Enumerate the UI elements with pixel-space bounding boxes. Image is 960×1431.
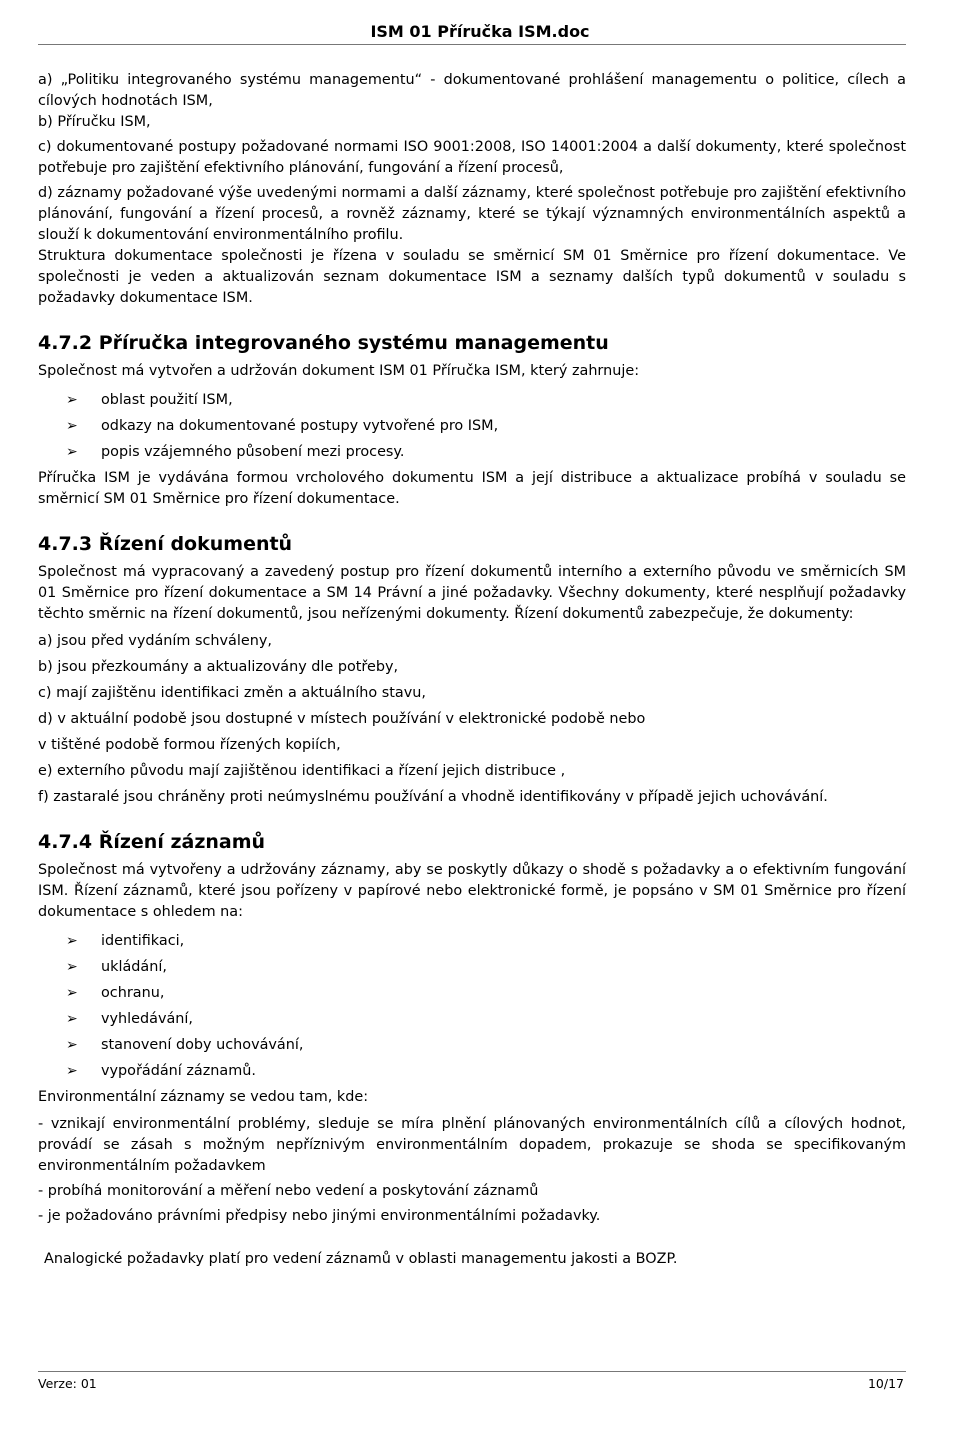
list-item: b) jsou přezkoumány a aktualizovány dle potřeby, bbox=[38, 659, 399, 675]
intro-structure: Struktura dokumentace společnosti je řízena v souladu se směrnicí SM 01 Směrnice pro řízení dokumentace. Ve společnosti je veden a aktualizován seznam dokumentace ISM a seznamy dalších typů dokumentů v souladu s požadavky dokumentace ISM. bbox=[38, 248, 906, 306]
list-item bbox=[38, 957, 906, 978]
footer-page-number: 10/17 bbox=[867, 1376, 904, 1391]
list-item: v tištěné podobě formou řízených kopiích, bbox=[38, 737, 341, 753]
list-item-text: stanovení doby uchovávání, bbox=[101, 1037, 304, 1053]
header-divider bbox=[38, 44, 906, 45]
list-item-text: vypořádání záznamů. bbox=[101, 1063, 256, 1079]
list-item-text: odkazy na dokumentované postupy vytvořené pro ISM, bbox=[101, 418, 499, 434]
list-item bbox=[38, 390, 906, 411]
list-item bbox=[38, 1061, 906, 1082]
list-item bbox=[38, 442, 906, 463]
arrowhead-bullet-icon: ➢ bbox=[66, 444, 78, 460]
list-item bbox=[38, 931, 906, 952]
section-472-after: Příručka ISM je vydávána formou vrcholového dokumentu ISM a její distribuce a aktualizace probíhá v souladu se směrnicí SM 01 Směrnice pro řízení dokumentace. bbox=[38, 470, 906, 507]
footer-version: Verze: 01 bbox=[38, 1376, 97, 1391]
arrowhead-bullet-icon: ➢ bbox=[66, 418, 78, 434]
arrowhead-bullet-icon: ➢ bbox=[66, 1011, 78, 1027]
list-item-text: ochranu, bbox=[101, 985, 165, 1001]
section-474-note: Analogické požadavky platí pro vedení záznamů v oblasti managementu jakosti a BOZP. bbox=[44, 1251, 678, 1267]
intro-item-c: c) dokumentované postupy požadované normami ISO 9001:2008, ISO 14001:2004 a další dokumenty, které společnost potřebuje pro zajištění efektivního plánování, fungování a řízení procesů, bbox=[38, 139, 906, 176]
list-item: d) v aktuální podobě jsou dostupné v místech používání v elektronické podobě nebo bbox=[38, 711, 646, 727]
list-item bbox=[38, 983, 906, 1004]
section-474-env-intro: Environmentální záznamy se vedou tam, kde: bbox=[38, 1089, 369, 1105]
section-474-heading: 4.7.4 Řízení záznamů bbox=[38, 831, 266, 853]
list-item-text: oblast použití ISM, bbox=[101, 392, 233, 408]
list-item-text: identifikaci, bbox=[101, 933, 185, 949]
env-item: - probíhá monitorování a měření nebo vedení a poskytování záznamů bbox=[38, 1183, 539, 1199]
document-body bbox=[38, 70, 906, 1270]
section-473-text: Společnost má vypracovaný a zavedený postup pro řízení dokumentů interního a externího původu ve směrnicích SM 01 Směrnice pro řízení dokumentace a SM 14 Právní a jiné požadavky. Všechny dokumenty, které nesplňují požadavky těchto směrnic na řízení dokumentů, jsou neřízenými dokumenty. Řízení dokumentů zabezpečuje, že dokumenty: bbox=[38, 564, 906, 622]
document-header-title: ISM 01 Příručka ISM.doc bbox=[370, 22, 590, 41]
env-item: - je požadováno právními předpisy nebo jinými environmentálními požadavky. bbox=[38, 1208, 601, 1224]
intro-item-a: a) „Politiku integrovaného systému managementu“ - dokumentované prohlášení managementu o politice, cílech a cílových hodnotách ISM, bbox=[38, 72, 906, 109]
list-item bbox=[38, 416, 906, 437]
list-item: f) zastaralé jsou chráněny proti neúmyslnému používání a vhodně identifikovány v případě jejich uchovávání. bbox=[38, 789, 828, 805]
list-item: a) jsou před vydáním schváleny, bbox=[38, 633, 272, 649]
section-472-heading: 4.7.2 Příručka integrovaného systému managementu bbox=[38, 332, 609, 354]
list-item-text: ukládání, bbox=[101, 959, 167, 975]
section-472-list bbox=[38, 390, 906, 463]
list-item: e) externího původu mají zajištěnou identifikaci a řízení jejich distribuce , bbox=[38, 763, 566, 779]
list-item bbox=[38, 1035, 906, 1056]
arrowhead-bullet-icon: ➢ bbox=[66, 1037, 78, 1053]
intro-item-d: d) záznamy požadované výše uvedenými normami a další záznamy, které společnost potřebuje pro zajištění efektivního plánování, fungování a řízení procesů, a rovněž záznamy, které se týkají významných environmentálních aspektů a slouží k dokumentování environmentálního profilu. bbox=[38, 185, 906, 243]
footer-divider bbox=[38, 1371, 906, 1372]
section-474-text: Společnost má vytvořeny a udržovány záznamy, aby se poskytly důkazy o shodě s požadavky a o efektivním fungování ISM. Řízení záznamů, které jsou pořízeny v papírové nebo elektronické formě, je popsáno v SM 01 Směrnice pro řízení dokumentace s ohledem na: bbox=[38, 862, 906, 920]
section-472-text: Společnost má vytvořen a udržován dokument ISM 01 Příručka ISM, který zahrnuje: bbox=[38, 363, 640, 379]
arrowhead-bullet-icon: ➢ bbox=[66, 959, 78, 975]
section-473-heading: 4.7.3 Řízení dokumentů bbox=[38, 533, 293, 555]
section-474-list bbox=[38, 931, 906, 1082]
list-item: c) mají zajištěnu identifikaci změn a aktuálního stavu, bbox=[38, 685, 426, 701]
arrowhead-bullet-icon: ➢ bbox=[66, 985, 78, 1001]
arrowhead-bullet-icon: ➢ bbox=[66, 392, 78, 408]
env-item: - vznikají environmentální problémy, sleduje se míra plnění plánovaných environmentálních cílů a cílových hodnot, provádí se zásah s možným nepříznivým environmentálním dopadem, prokazuje se shoda se specifikovaným environmentálním požadavkem bbox=[38, 1116, 906, 1174]
arrowhead-bullet-icon: ➢ bbox=[66, 933, 78, 949]
list-item bbox=[38, 1009, 906, 1030]
intro-item-b: b) Příručku ISM, bbox=[38, 114, 151, 130]
list-item-text: vyhledávání, bbox=[101, 1011, 193, 1027]
arrowhead-bullet-icon: ➢ bbox=[66, 1063, 78, 1079]
list-item-text: popis vzájemného působení mezi procesy. bbox=[101, 444, 405, 460]
